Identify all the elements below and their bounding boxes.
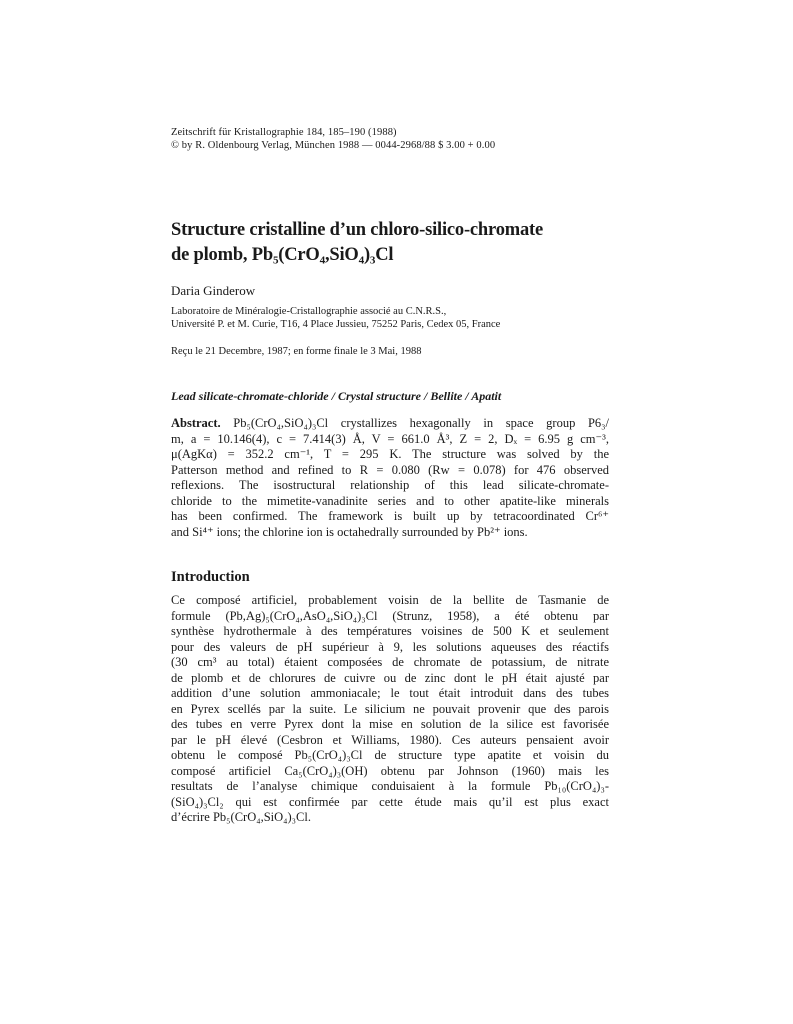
title-line-1: Structure cristalline d’un chloro-silico-chromate [171,220,543,240]
abstract-line: reflexions. The isostructural relationship of this lead silicate-chromate- [171,478,609,492]
introduction-body [171,593,609,826]
author-name: Daria Ginderow [171,283,256,298]
abstract [171,416,609,540]
body-line: resultats de l’analyse chimique conduisaient à la formule Pb₁₀(CrO₄)₃- [171,779,609,793]
abstract-line: has been confirmed. The framework is built up by tetracoordinated Cr⁶⁺ [171,509,609,523]
body-line: Ce composé artificiel, probablement voisin de la bellite de Tasmanie de [171,593,609,607]
abstract-line: μ(AgKα) = 352.2 cm⁻¹, T = 295 K. The structure was solved by the [171,447,609,461]
abstract-line: and Si⁴⁺ ions; the chlorine ion is octahedrally surrounded by Pb²⁺ ions. [171,524,528,539]
affiliation-line-1: Laboratoire de Minéralogie-Cristallographie associé au C.N.R.S., [171,306,447,317]
affiliation-line-2: Université P. et M. Curie, T16, 4 Place Jussieu, 75252 Paris, Cedex 05, France [171,319,501,330]
body-line: (SiO₄)₃Cl₂ qui est confirmée par cette étude mais qu’il est plus exact [171,794,609,809]
body-line: addition d’une solution ammoniacale; le tout était introduit dans des tubes [171,686,609,700]
abstract-line: m, a = 10.146(4), c = 7.414(3) Å, V = 661.0 Å³, Z = 2, Dₓ = 6.95 g cm⁻³, [171,431,609,446]
body-line: formule (Pb,Ag)₅(CrO₄,AsO₄,SiO₄)₃Cl (Strunz, 1958), a été obtenu par [171,608,609,623]
journal-citation: Zeitschrift für Kristallographie 184, 185–190 (1988) [171,127,397,138]
body-line: par le pH élevé (Cesbron et Williams, 1980). Ces auteurs pensaient avoir [171,732,609,747]
abstract-line: Pb₅(CrO₄,SiO₄)₃Cl crystallizes hexagonally in space group P6₃/ [220,416,609,430]
journal-header [171,126,609,152]
body-line: composé artificiel Ca₅(CrO₄)₃(OH) obtenu par Johnson (1960) mais les [171,763,609,778]
body-line: des tubes en verre Pyrex dont la mise en solution de la silice est favorisée [171,717,609,731]
copyright-line: © by R. Oldenbourg Verlag, München 1988 — 0044-2968/88 $ 3.00 + 0.00 [171,140,496,151]
body-line: pour des valeurs de pH supérieur à 9, les solutions aqueuses des réactifs [171,639,609,654]
article-title [171,218,609,268]
abstract-line: chloride to the mimetite-vanadinite series and to other apatite-like minerals [171,493,609,508]
body-line: obtenu le composé Pb₅(CrO₄)₃Cl de structure type apatite et voisin du [171,748,609,762]
abstract-line: Patterson method and refined to R = 0.080 (Rw = 0.078) for 476 observed [171,462,609,477]
title-line-2: de plomb, Pb₅(CrO₄,SiO₄)₃Cl [171,245,394,265]
affiliation [171,305,609,331]
keywords: Lead silicate-chromate-chloride / Crystal structure / Bellite / Apatit [171,389,502,403]
section-heading-introduction: Introduction [171,569,250,585]
body-line: synthèse hydrothermale à des températures voisines de 500 K et seulement [171,624,609,638]
received-date: Reçu le 21 Decembre, 1987; en forme finale le 3 Mai, 1988 [171,346,422,357]
body-line: (30 cm³ au total) étaient composées de chromate de potassium, de nitrate [171,655,609,669]
body-line: d’écrire Pb₅(CrO₄,SiO₄)₃Cl. [171,810,311,824]
body-line: en Pyrex scellés par la suite. Le silicium ne pouvait provenir que des parois [171,701,609,716]
body-line: de plomb et de chlorures de cuivre ou de zinc dont le pH était ajusté par [171,670,609,685]
abstract-heading: Abstract. [171,416,221,430]
